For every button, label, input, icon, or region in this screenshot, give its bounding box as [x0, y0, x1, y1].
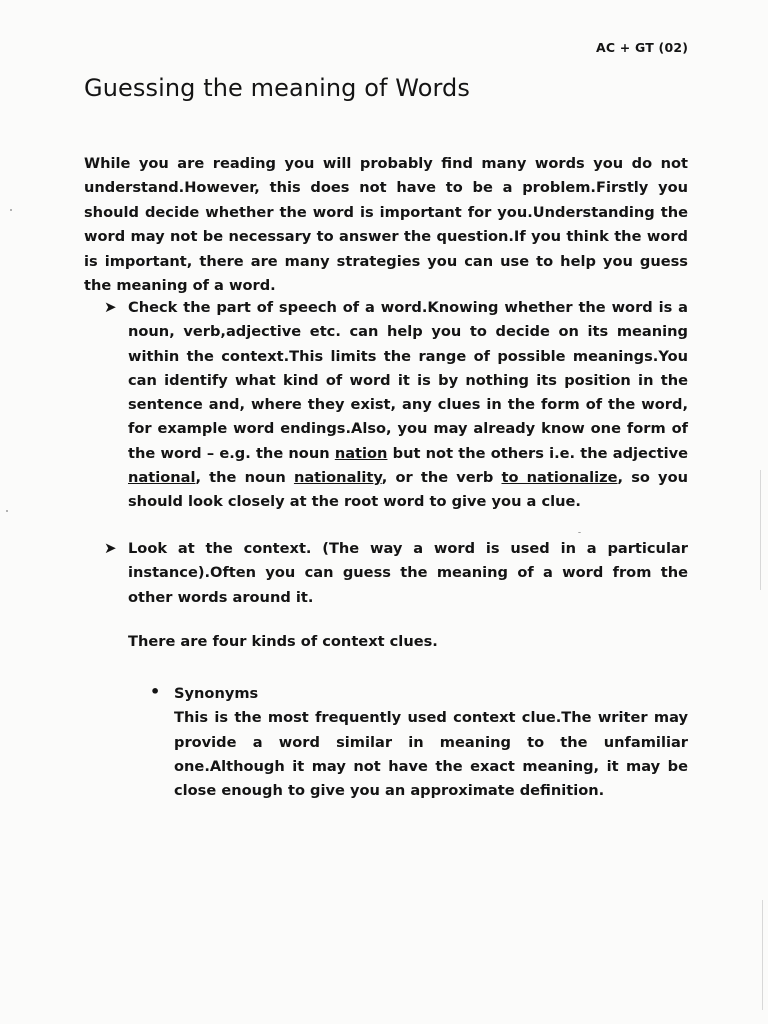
underlined-word-nation: nation	[334, 444, 388, 462]
underlined-word-to-nationalize: to nationalize	[501, 469, 618, 487]
arrow-bullet-icon: ➤	[104, 298, 117, 316]
bullet-item-part-of-speech	[84, 296, 688, 515]
underlined-word-national: national	[128, 469, 196, 487]
bullet-text-part-of-speech	[128, 296, 688, 515]
document-code: AC + GT (02)	[596, 40, 689, 55]
bullet-text-context: Look at the context. (The way a word is used in a particular instance).Often you can guess the meaning of a word from the other words around it.	[128, 540, 688, 606]
scan-speck	[578, 532, 581, 533]
arrow-bullet-icon: ➤	[104, 539, 117, 557]
text-segment: , the noun	[195, 469, 294, 487]
context-clue-label: Synonyms	[174, 685, 259, 702]
context-clue-synonyms	[128, 682, 688, 803]
text-segment: but not the others i.e. the adjective	[387, 444, 688, 462]
round-bullet-icon: •	[150, 682, 161, 701]
text-segment: , or the verb	[381, 469, 502, 487]
text-segment: Check the part of speech of a word.Knowing whether the word is a noun, verb,adjective etc. can help you to decide on its meaning within the context.This limits the range of possible meanings.You can identify what kind of word it is by nothing its position in the sentence and, where they exist, any clues in the form of the word, for example word endings.Also, you may already know one form of the word – e.g. the noun	[128, 299, 688, 462]
scan-edge-line	[760, 470, 761, 590]
scan-edge-line	[762, 900, 763, 1010]
intro-paragraph: While you are reading you will probably find many words you do not understand.However, this does not have to be a problem.Firstly you should decide whether the word is important for you.Understanding the word may not be necessary to answer the question.If you think the word is important, there are many strategies you can use to help you guess the meaning of a word.	[84, 155, 688, 295]
scan-speck	[6, 510, 8, 512]
context-clues-intro: There are four kinds of context clues.	[128, 633, 438, 650]
bullet-item-context	[84, 537, 688, 610]
text-segment: , so you should look closely at the root word to give you a clue.	[128, 469, 688, 511]
underlined-word-nationality: nationality	[293, 469, 382, 487]
scan-speck	[10, 209, 12, 211]
context-clue-description: This is the most frequently used context clue.The writer may provide a word similar in meaning to the unfamiliar one.Although it may not have the exact meaning, it may be close enough to give you an approximate definition.	[174, 709, 688, 800]
page-title: Guessing the meaning of Words	[84, 74, 470, 102]
